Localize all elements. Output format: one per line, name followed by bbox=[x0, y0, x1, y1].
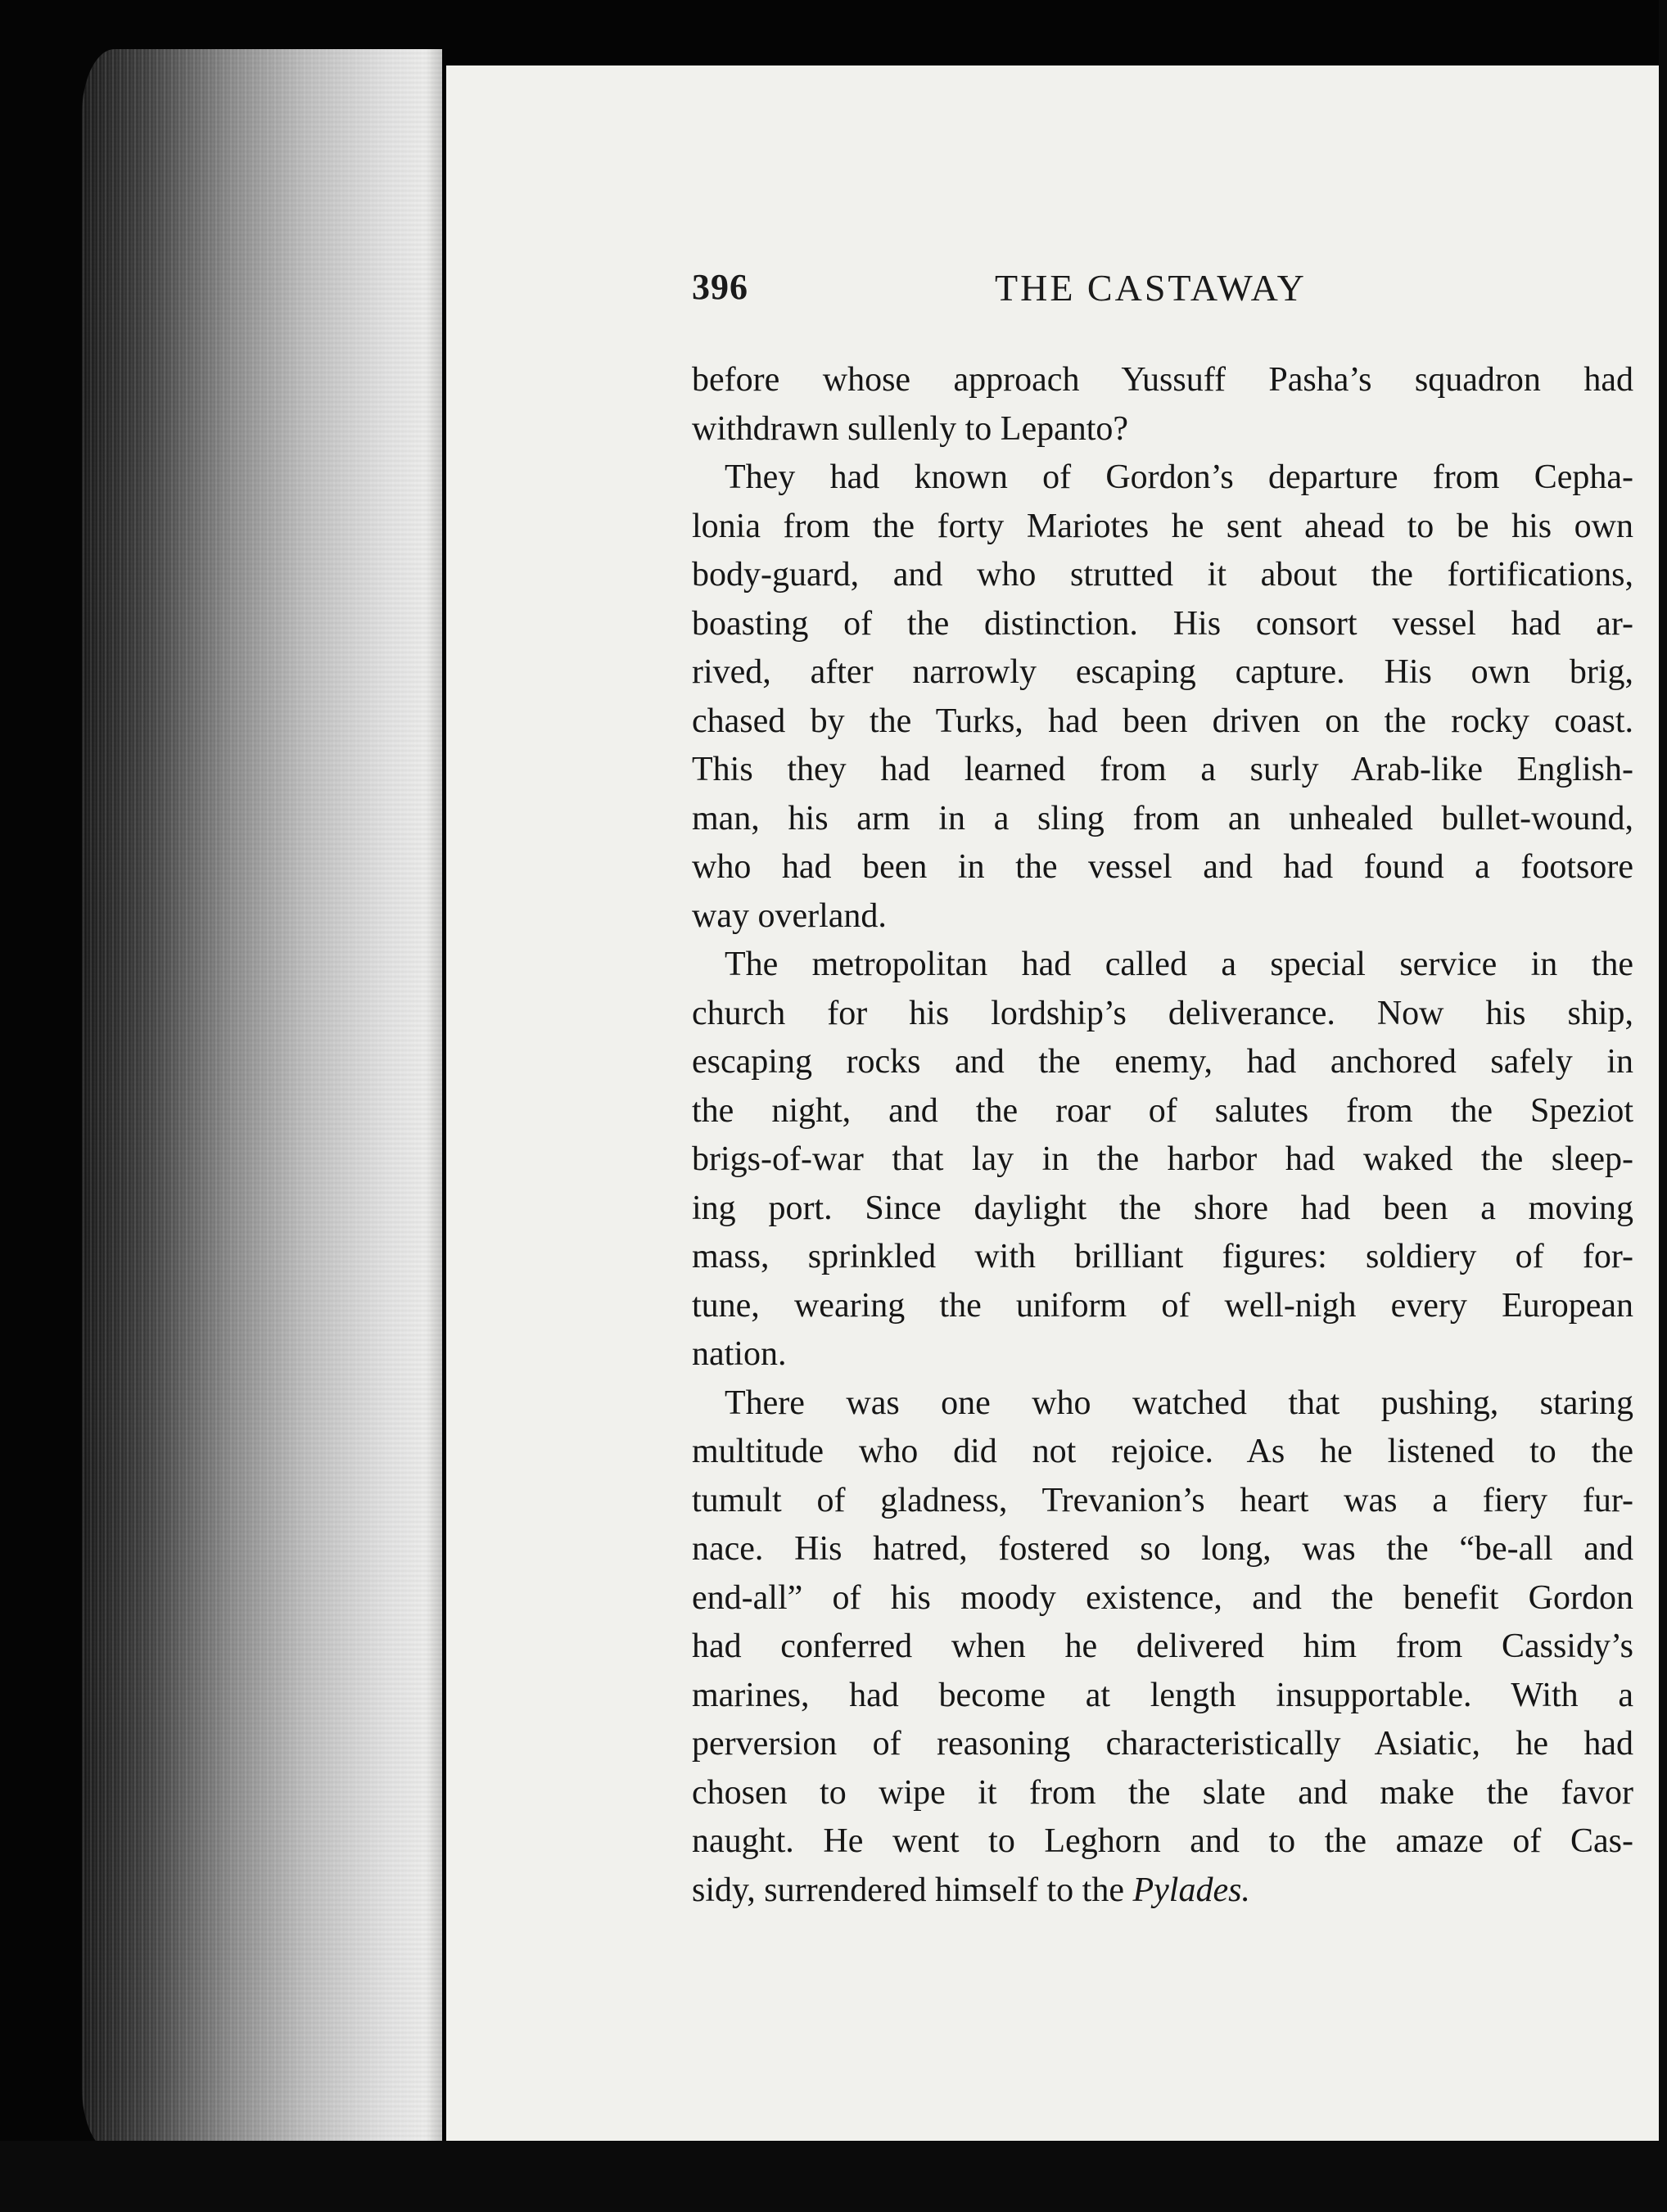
page-number: 396 bbox=[692, 267, 748, 307]
text-line: tumult of gladness, Trevanion’s heart was a fiery fur- bbox=[692, 1481, 1633, 1519]
paragraph-3 bbox=[692, 941, 1633, 1379]
text-line: withdrawn sullenly to Lepanto? bbox=[692, 409, 1129, 448]
text-line: chosen to wipe it from the slate and make the favor bbox=[692, 1773, 1633, 1812]
text-line: escaping rocks and the enemy, had anchored safely in bbox=[692, 1043, 1633, 1081]
text-line: boasting of the distinction. His consort vessel had ar- bbox=[692, 604, 1633, 643]
text-line: who had been in the vessel and had found a footsore bbox=[692, 848, 1633, 886]
text-line: end-all” of his moody existence, and the benefit Gordon bbox=[692, 1578, 1633, 1617]
ship-name-italic: Pylades. bbox=[1132, 1871, 1250, 1909]
text-line: This they had learned from a surly Arab-like English- bbox=[692, 751, 1633, 788]
scan-background-right bbox=[1659, 0, 1667, 2212]
text-line: man, his arm in a sling from an unhealed bullet-wound, bbox=[692, 799, 1633, 837]
text-line: had conferred when he delivered him from Cassidy’s bbox=[692, 1627, 1633, 1665]
text-line: nation. bbox=[692, 1335, 787, 1373]
text-line: the night, and the roar of salutes from the Speziot bbox=[692, 1091, 1633, 1130]
paragraph-2 bbox=[692, 454, 1633, 941]
scan-background-bottom bbox=[0, 2141, 1667, 2212]
text-line: body-guard, and who strutted it about the fortifications, bbox=[692, 556, 1633, 594]
text-line: chased by the Turks, had been driven on the rocky coast. bbox=[692, 702, 1633, 740]
text-line: way overland. bbox=[692, 896, 887, 935]
text-line: rived, after narrowly escaping capture. His own brig, bbox=[692, 653, 1633, 691]
text-line: brigs-of-war that lay in the harbor had waked the sleep- bbox=[692, 1140, 1633, 1178]
text-line: nace. His hatred, fostered so long, was the “be-all and bbox=[692, 1530, 1633, 1568]
text-line: The metropolitan had called a special service in the bbox=[725, 946, 1633, 983]
text-line: tune, wearing the uniform of well-nigh every European bbox=[692, 1286, 1633, 1325]
text-line: marines, had become at length insupportable. With a bbox=[692, 1676, 1633, 1714]
text-line-final bbox=[692, 1867, 1633, 1916]
text-line: church for his lordship’s deliverance. Now his ship, bbox=[692, 994, 1633, 1032]
text-line: ing port. Since daylight the shore had been a moving bbox=[692, 1189, 1633, 1227]
text-line: perversion of reasoning characteristically Asiatic, he had bbox=[692, 1725, 1633, 1763]
text-line: mass, sprinkled with brilliant figures: soldiery of for- bbox=[692, 1238, 1633, 1275]
text-line: There was one who watched that pushing, staring bbox=[725, 1384, 1633, 1422]
running-title: THE CASTAWAY bbox=[995, 267, 1307, 309]
text-line: They had known of Gordon’s departure from Cepha- bbox=[725, 458, 1633, 496]
text-line: before whose approach Yussuff Pasha’s squadron had bbox=[692, 361, 1633, 399]
text-line-final-lead: sidy, surrendered himself to the bbox=[692, 1871, 1133, 1909]
book-page-edges bbox=[82, 49, 442, 2153]
paragraph-4 bbox=[692, 1379, 1633, 1916]
text-line: lonia from the forty Mariotes he sent ahead to be his own bbox=[692, 507, 1633, 545]
book-page bbox=[446, 65, 1667, 2141]
text-line: naught. He went to Leghorn and to the amaze of Cas- bbox=[692, 1822, 1633, 1860]
text-line: multitude who did not rejoice. As he listened to the bbox=[692, 1433, 1633, 1470]
page-header bbox=[692, 266, 1633, 323]
paragraph-1 bbox=[692, 356, 1633, 454]
page-body-text bbox=[692, 356, 1633, 1915]
